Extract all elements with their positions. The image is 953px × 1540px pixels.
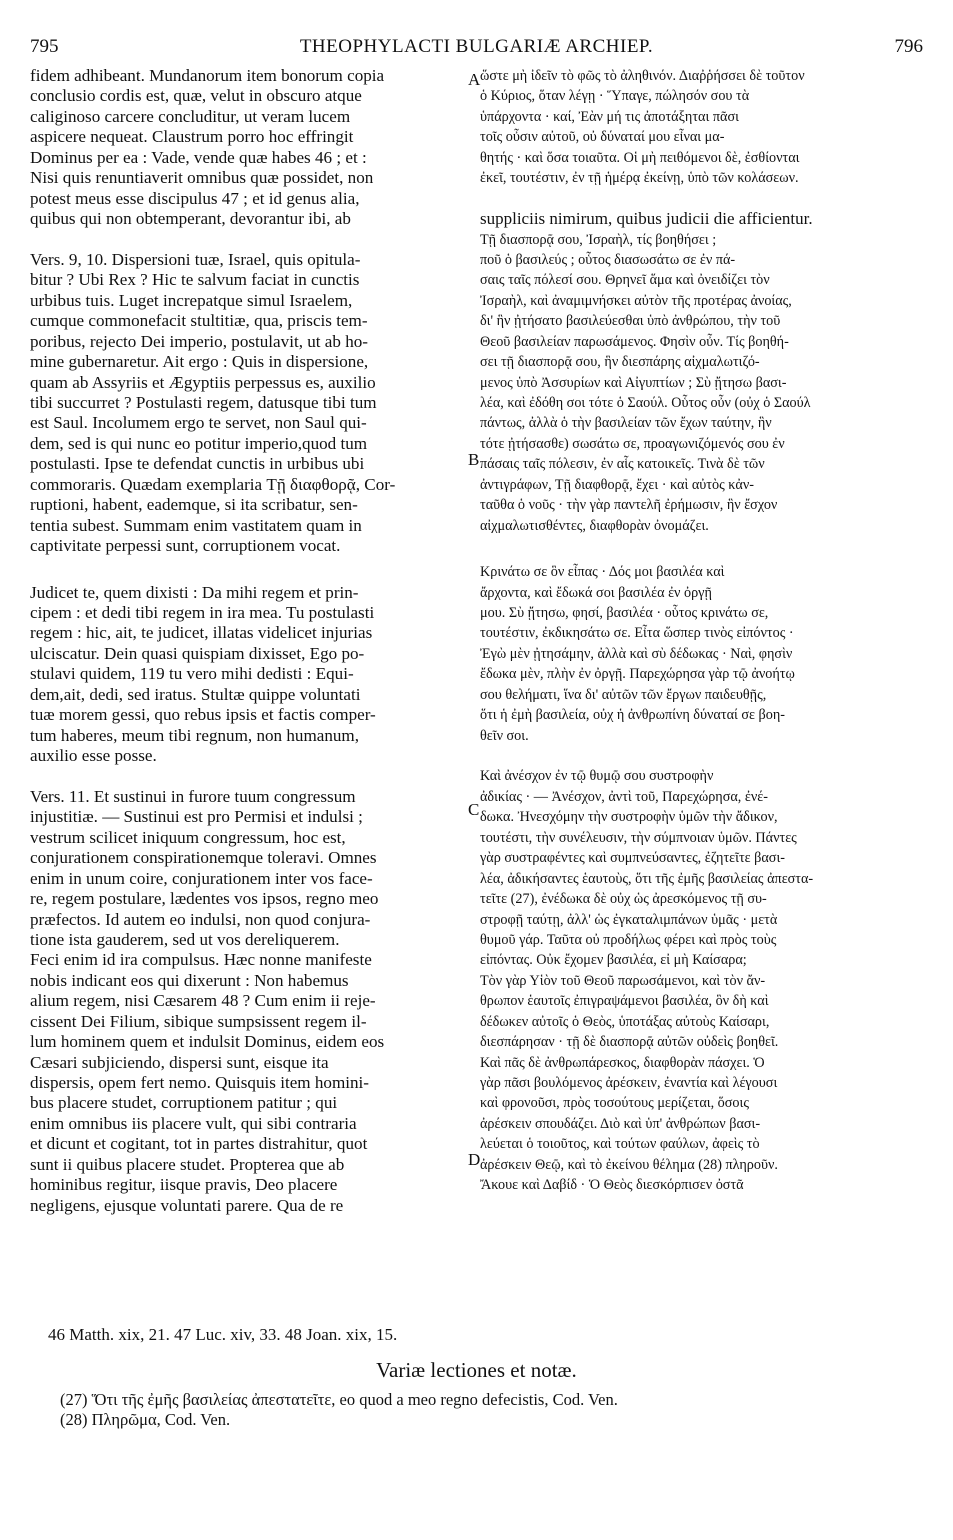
text-line: ἀντιγράφων, Τῇ διαφθορᾷ, ἔχει · καὶ αὐτὸς κἀν- (480, 476, 754, 493)
text-line: πάντως, ἀλλὰ ὁ τὴν βασιλείαν τῶν ἔχων ταύτην, ἣν (480, 415, 772, 432)
text-line: enim omnibus iis placere vult, qui sibi contraria (30, 1113, 357, 1133)
text-line: Vers. 9, 10. Dispersioni tuæ, Israel, quis opitula- (30, 249, 361, 269)
text-line: suppliciis nimirum, quibus judicii die afficientur. (480, 209, 813, 229)
text-line: πάσαις ταῖς πόλεσιν, ἐν αἷς κατοικεῖς. Τινὰ δὲ τῶν (480, 456, 765, 473)
text-line: σαις ταῖς πόλεσί σου. Θρηνεῖ ἅμα καὶ ὀνειδίζει τὸν (480, 272, 770, 289)
text-line: potest meus esse discipulus 47 ; et id genus alia, (30, 188, 360, 208)
text-line: enim in unum coire, conjurationem inter vos face- (30, 868, 373, 888)
text-line: injustitiæ. — Sustinui est pro Permisi et indulsi ; (30, 807, 363, 827)
latin-block-1 (30, 66, 473, 230)
text-line: tuæ morem gessi, quo rebus ipsis et factis comper- (30, 705, 376, 725)
text-line: Ἐγὼ μὲν ᾐτησάμην, ἀλλὰ καὶ σὺ δέδωκας · Ναὶ, φησὶν (480, 645, 793, 662)
text-line: θεῖν σοι. (480, 727, 529, 744)
margin-letter-c: C (468, 800, 480, 819)
text-line: ὑπάρχοντα · καί, Ἐὰν μή τις ἀποτάξηται πᾶσι (480, 108, 739, 125)
text-line: δι' ἣν ᾐτήσατο βασιλεύεσθαι ὑπὸ ἀνθρώπου, τὴν τοῦ (480, 313, 781, 330)
spacer (480, 189, 923, 209)
text-line: λεύεται ὁ τοιοῦτος, καὶ τούτων φαύλων, ἀφεὶς τὸ (480, 1136, 760, 1153)
text-line: cissent Dei Filium, sibique sumpsissent regem il- (30, 1011, 367, 1031)
text-line: est Saul. Incolumem ergo te servet, non Saul qui- (30, 413, 367, 433)
greek-block-2 (480, 230, 923, 537)
text-line: τότε ᾐτήσασθε) σωσάτω σε, προαγωνιζόμενός σου ἐν (480, 435, 785, 452)
text-line: hominibus regitur, iisque pravis, Deo placere (30, 1175, 338, 1195)
text-line: γὰρ συστραφέντες καὶ συμπνεύσαντες, ἐζητεῖτε βασι- (480, 850, 785, 867)
latin-block-4 (30, 787, 473, 1216)
latin-block-3 (30, 583, 473, 767)
text-line: bitur ? Ubi Rex ? Hic te salvum faciat in cunctis (30, 270, 360, 290)
text-line: dispersis, opem fert nemo. Quisquis item homini- (30, 1073, 369, 1092)
text-line: Nisi quis renuntiaverit omnibus quæ possidet, non (30, 168, 374, 188)
text-line: tum haberes, meum tibi regnum, non humanum, (30, 725, 359, 745)
text-line: διεσπάρησαν · τῇ δὲ διασπορᾷ αὐτῶν οὐδεὶς βοηθεῖ. (480, 1034, 779, 1051)
text-line: tione ista gauderem, sed ut vos dereliquerem. (30, 929, 340, 949)
notes-list (60, 1390, 618, 1430)
text-line: fidem adhibeant. Mundanorum item bonorum copia (30, 66, 385, 85)
text-line: stulavi quidem, 119 tu vero mihi dedisti : Equi- (30, 664, 354, 684)
page-header (30, 36, 923, 62)
page-number-left: 795 (30, 36, 59, 57)
text-line: Ἄκουε καὶ Δαβίδ · Ὁ Θεὸς διεσκόρπισεν ὀστᾶ (480, 1177, 744, 1194)
text-line: μου. Σὺ ᾔτησω, φησί, βασιλέα · οὗτος κρινάτω σε, (480, 604, 769, 621)
text-line: lum hominem quem et indulsit Dominus, eidem eos (30, 1032, 385, 1052)
text-line: dem, sed is qui nunc eo potitur imperio,quod tum (30, 433, 368, 453)
text-line: ἔδωκα μὲν, πλὴν ἐν ὀργῇ. Παρεχώρησα γὰρ τῷ ἀνοήτῳ (480, 666, 795, 683)
text-line: præfectos. Id autem eo indulsi, non quod conjura- (30, 909, 371, 929)
text-line: ποῦ ὁ βασιλεύς ; οὗτος διασωσάτω σε ἐν πά- (480, 251, 736, 268)
text-line: ἀρέσκειν σπουδάζει. Διὸ καὶ ὑπ' ἀνθρώπων βασι- (480, 1115, 761, 1132)
text-line: ἀδικίας · — Ἀνέσχον, ἀντὶ τοῦ, Παρεχώρησα, ἐνέ- (480, 788, 768, 805)
text-line: re, regem postulare, lædentes vos ipsos, regno meo (30, 889, 379, 909)
text-line: nobis indicant eos qui dixerunt : Non habemus (30, 970, 349, 990)
text-line: quam ab Assyriis et Ægyptiis perpessus es, auxilio (30, 372, 376, 392)
text-line: auxilio esse posse. (30, 746, 157, 765)
spacer (30, 557, 473, 583)
text-line: Dominus per ea : Vade, vende quæ habes 46 ; et : (30, 147, 367, 167)
text-line: mine gubernaretur. Ait ergo : Quis in dispersione, (30, 352, 369, 372)
text-line: σου θελήματι, ἵνα δι' αὐτῶν τῶν ἔργων παιδευθῇς, (480, 686, 767, 703)
text-line: captivitate perpessi sunt, corruptionem vocat. (30, 536, 341, 556)
text-line: Θεοῦ βασιλείαν παρωσάμενος. Φησὶν οὖν. Τίς βοηθή- (480, 333, 789, 350)
text-line: aspicere nequeat. Claustrum porro hoc effringit (30, 127, 354, 147)
margin-letter-b: B (468, 450, 480, 469)
text-line: ταῦθα ὁ νοῦς · τὴν γὰρ παντελῆ ἐρήμωσιν, ἣν ἔσχον (480, 497, 778, 514)
notes-heading: Variæ lectiones et notæ. (376, 1358, 577, 1382)
text-line: σει τῇ διασπορᾷ σου, ἣν διεσπάρης αἰχμαλωτιζό- (480, 354, 760, 371)
text-line: ruptioni, habent, eademque, si ita scribatur, sen- (30, 495, 358, 515)
text-line: ἄρχοντα, καὶ ἔδωκά σοι βασιλέα ἐν ὀργῇ (480, 584, 712, 601)
text-line: Ἰσραὴλ, καὶ ἀναμιμνήσκει αὐτὸν τῆς προτέρας ἀνοίας, (480, 292, 792, 309)
text-line: Κρινάτω σε ὃν εἶπας · Δός μοι βασιλέα καὶ (480, 564, 725, 581)
text-line: θυμοῦ γάρ. Ταῦτα οὐ προδήλως φέρει καὶ πρὸς τοὺς (480, 931, 777, 948)
text-line: τοῖς οὖσιν αὐτοῦ, οὐ δύναταί μου εἶναι μα- (480, 129, 725, 146)
spacer (480, 536, 923, 562)
greek-column (480, 66, 923, 1196)
running-title: THEOPHYLACTI BULGARIÆ ARCHIEP. (299, 36, 654, 57)
text-line: ἐκεῖ, τουτέστιν, ἐν τῇ ἡμέρᾳ ἐκείνῃ, ὑπὸ τῶν κολάσεων. (480, 170, 799, 187)
text-line: cipem : et dedi tibi regem in ira mea. Tu postulasti (30, 602, 375, 622)
note-item: (28) Πληρῶμα, Cod. Ven. (60, 1410, 231, 1429)
text-line: commoraris. Quædam exemplaria Τῇ διαφθορᾷ, Cor- (30, 474, 396, 494)
text-line: alium regem, nisi Cæsarem 48 ? Cum enim ii reje- (30, 991, 376, 1011)
text-line: conjurationem conspirationemque toleravi. Omnes (30, 848, 377, 868)
text-line: ὅτι ἡ ἐμὴ βασιλεία, οὐχ ἡ ἀνθρωπίνη δύναταί σε βοη- (480, 707, 785, 724)
latin-column (30, 66, 473, 1216)
text-line: urbibus tuis. Luget increpatque simul Israelem, (30, 290, 353, 310)
text-line: Vers. 11. Et sustinui in furore tuum congressum (30, 786, 356, 806)
text-line: et dicunt et cogitant, tot in partes distrahitur, quot (30, 1134, 368, 1154)
text-line: τουτέστιν, ἐκδικησάτω σε. Εἶτα ὥσπερ τινὸς εἰπόντος · (480, 625, 794, 642)
text-line: αἰχμαλωτισθέντες, διαφθορὰν ὀνομάζει. (480, 517, 709, 534)
margin-letter-d: D (468, 1150, 481, 1169)
page-number-right: 796 (894, 36, 923, 57)
text-line: tibi succurret ? Postulasti regem, datusque tibi tum (30, 393, 377, 412)
text-line: ἀρέσκειν Θεῷ, καὶ τὸ ἐκείνου θέλημα (28) πληροῦν. (480, 1156, 778, 1173)
text-line: tentia subest. Summam enim vastitatem quam in (30, 515, 362, 535)
text-line: Τῇ διασπορᾷ σου, Ἰσραὴλ, τίς βοηθήσει ; (480, 231, 717, 248)
text-line: Cæsari subjiciendo, dispersi sunt, eisque ita (30, 1052, 329, 1072)
text-line: quibus qui non obtemperant, devorantur ibi, ab (30, 209, 351, 229)
text-line: εἰπόντας. Οὐκ ἔχομεν βασιλέα, εἰ μὴ Καίσαρα; (480, 952, 747, 969)
text-line: dem,ait, dedi, sed iratus. Stultæ quippe voluntati (30, 684, 361, 704)
text-line: ὥστε μὴ ἰδεῖν τὸ φῶς τὸ ἀληθινόν. Διαῤῥήσσει δὲ τοῦτον (480, 68, 805, 84)
text-line: λέα, καὶ ἐδόθη σοι τότε ὁ Σαούλ. Οὗτος οὖν (οὐχ ὁ Σαούλ (480, 395, 811, 411)
text-line: negligens, ejusque voluntati parere. Qua de re (30, 1195, 344, 1215)
greek-block-3 (480, 562, 923, 746)
text-line: sunt ii quibus placere studet. Propterea que ab (30, 1154, 345, 1174)
text-line: μενος ὑπὸ Ἀσσυρίων καὶ Αἰγυπτίων ; Σὺ ᾔτησω βασι- (480, 374, 787, 391)
text-line: vestrum scilicet iniquum congressum, hoc est, (30, 827, 346, 847)
text-line: ulciscatur. Dein quasi quispiam dixisset, Ego po- (30, 643, 365, 663)
text-line: καὶ φρονοῦσι, πρὸς τοσούτους μερίζεται, ὅσοις (480, 1095, 749, 1112)
greek-block-4 (480, 766, 923, 1195)
text-line: δωκα. Ἠνεσχόμην τὴν συστροφὴν ὑμῶν τὴν ἄδικον, (480, 809, 778, 826)
text-line: conclusio cordis est, quæ, velut in obscuro atque (30, 86, 362, 106)
text-line: regem : hic, ait, te judicet, illatas videlicet injurias (30, 623, 373, 643)
text-line: θρωπον ἑαυτοῖς ἐπιγραψάμενοι βασιλέα, ὃν δὴ καὶ (480, 993, 769, 1010)
latin-block-2 (30, 250, 473, 557)
margin-letter-a: A (468, 70, 481, 89)
text-line: Καὶ ἀνέσχον ἐν τῷ θυμῷ σου συστροφὴν (480, 768, 714, 785)
text-line: bus placere studet, corruptionem patitur ; qui (30, 1093, 338, 1113)
text-line: Feci enim id ira compulsus. Hæc nonne manifeste (30, 950, 372, 970)
spacer (30, 230, 473, 250)
text-line: στροφῇ ταύτῃ, ἀλλ' ὡς ἐγκαταλιμπάνων ὑμᾶς · μετὰ (480, 911, 778, 928)
text-line: τουτέστι, τὴν συνέλευσιν, τὴν σύμπνοιαν ὑμῶν. Πάντες (480, 829, 797, 846)
text-line: δέδωκεν αὐτοῖς ὁ Θεὸς, ὑποτάξας αὐτοὺς Καίσαρι, (480, 1013, 770, 1030)
text-line: γὰρ πᾶσι βουλόμενος ἀρέσκειν, ἐναντία καὶ λέγουσι (480, 1075, 778, 1091)
text-line: Judicet te, quem dixisti : Da mihi regem et prin- (30, 582, 359, 602)
text-line: cumque commonefacit stultitiæ, qua, priscis tem- (30, 311, 368, 331)
spacer (30, 766, 473, 786)
text-line: caliginoso carcere concluditur, ut veram lucem (30, 106, 351, 126)
text-line: θητής · καὶ ὅσα τοιαῦτα. Οἱ μὴ πειθόμενοι δὲ, ἐσθίονται (480, 149, 800, 166)
text-line: postulasti. Ipse te defendat cunctis in urbibus ubi (30, 454, 365, 474)
text-line: Τὸν γὰρ Υἱὸν τοῦ Θεοῦ παρωσάμενοι, καὶ τὸν ἄν- (480, 972, 766, 989)
text-line: ὁ Κύριος, ὅταν λέγῃ · Ὕπαγε, πώλησόν σου τὰ (480, 88, 750, 105)
footnotes: 46 Matth. xix, 21. 47 Luc. xiv, 33. 48 Joan. xix, 15. (48, 1325, 398, 1344)
text-line: Καὶ πᾶς δὲ ἀνθρωπάρεσκος, διαφθορὰν πάσχει. Ὁ (480, 1054, 765, 1071)
spacer (480, 746, 923, 766)
text-line: λέα, ἀδικήσαντες ἑαυτοὺς, ὅτι τῆς ἐμῆς βασιλείας ἀπεστα- (480, 870, 814, 887)
greek-block-1 (480, 66, 923, 189)
text-line: poribus, rejecto Dei imperio, postulavit, ut ab ho- (30, 331, 369, 351)
text-line: τεῖτε (27), ἐνέδωκα δὲ οὐχ ὡς ἀρεσκόμενος τῇ συ- (480, 891, 767, 908)
note-item: (27) Ὅτι τῆς ἐμῆς βασιλείας ἀπεστατεῖτε, eo quod a meo regno defecistis, Cod. Ven. (60, 1390, 618, 1409)
